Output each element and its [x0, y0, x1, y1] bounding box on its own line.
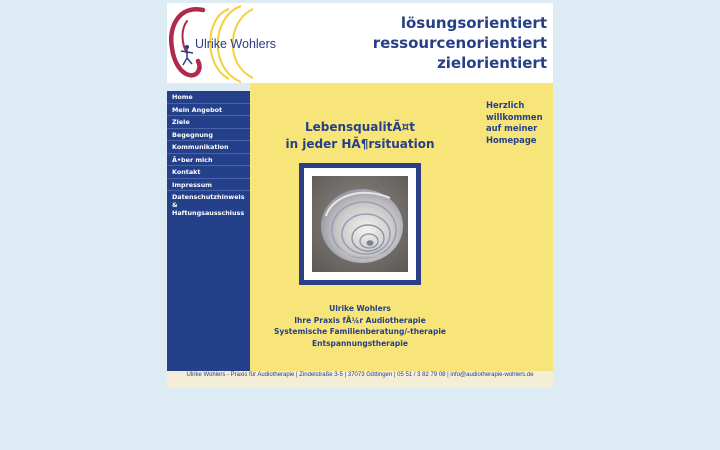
sidebar-nav	[167, 91, 250, 373]
welcome-line-3: auf meiner	[486, 123, 538, 133]
page	[167, 3, 553, 386]
nav-item-communication[interactable]: Kommunikation	[167, 141, 250, 154]
nav-item-offer[interactable]: Mein Angebot	[167, 104, 250, 117]
practice-relaxation: Entspannungstherapie	[312, 338, 408, 348]
practice-owner: Ulrike Wohlers	[329, 304, 391, 313]
nav-item-encounter[interactable]: Begegnung	[167, 129, 250, 142]
nav-item-imprint[interactable]: Impressum	[167, 179, 250, 192]
photo-frame	[299, 163, 421, 285]
logo-name: Ulrike Wohlers	[195, 37, 277, 51]
welcome-text	[486, 100, 552, 146]
practice-audiotherapy: Ihre Praxis fÃ¼r Audiotherapie	[294, 315, 426, 325]
logo[interactable]	[167, 3, 292, 83]
practice-family-therapy: Systemische Familienberatung/-therapie	[274, 327, 446, 336]
nav-item-home[interactable]: Home	[167, 91, 250, 104]
tagline-resource: ressourcenorientiert	[372, 34, 547, 52]
nav-item-privacy-line-1: Datenschutzhinweis	[172, 193, 245, 201]
nav-item-privacy-line-3: Haftungsausschluss	[172, 209, 245, 217]
headline-line-1: LebensqualitÃ¤t	[304, 120, 416, 134]
headline-line-2: in jeder HÃ¶rsituation	[285, 137, 435, 151]
seashell-photo-icon	[312, 176, 408, 272]
taglines	[373, 13, 547, 73]
photo-mat	[304, 168, 416, 280]
headline	[250, 119, 470, 153]
tagline-goal: zielorientiert	[437, 54, 547, 72]
nav-item-about[interactable]: Ã•ber mich	[167, 154, 250, 167]
welcome-line-1: Herzlich	[486, 100, 525, 110]
nav-item-contact[interactable]: Kontakt	[167, 166, 250, 179]
welcome-line-4: Homepage	[486, 134, 537, 145]
tagline-solution: lösungsorientiert	[400, 14, 547, 32]
nav-item-privacy-line-2: &	[172, 201, 178, 209]
nav-item-goals[interactable]: Ziele	[167, 116, 250, 129]
header	[167, 3, 553, 83]
welcome-line-2: willkommen	[486, 111, 543, 122]
nav-item-privacy[interactable]	[167, 191, 250, 219]
footer: Ulrike Wohlers - Praxis für Audiotherapie | Zindelstraße 3-5 | 37073 Göttingen | 05 51 / 3 82 79 08 | info@audiotherapie-wohlers.de	[167, 371, 553, 388]
practice-info	[250, 303, 470, 349]
main-content	[250, 83, 553, 371]
